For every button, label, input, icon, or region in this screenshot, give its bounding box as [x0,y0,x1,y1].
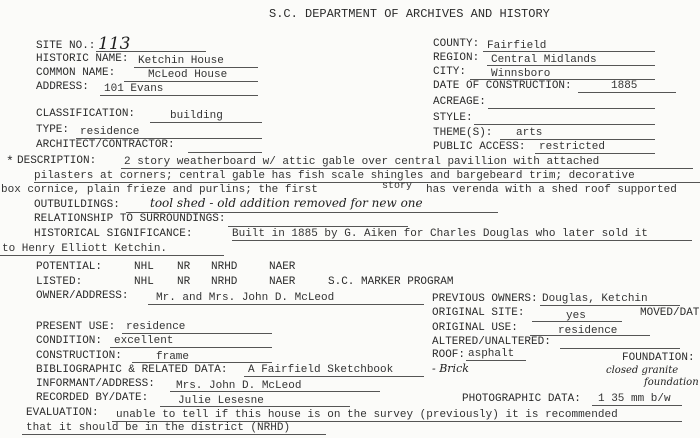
evaluation-label: EVALUATION: [26,407,99,419]
description-line-3b: has verenda with a shed roof supported [426,184,677,196]
photographic-label: PHOTOGRAPHIC DATA: [462,393,581,405]
bibliographic-value: A Fairfield Sketchbook [248,364,394,376]
site-no-value: 113 [98,34,131,54]
themes-label: THEME(S): [433,127,493,139]
description-marker: * [6,154,14,169]
potential-nrhd: NRHD [211,261,238,273]
type-value: residence [80,126,140,138]
foundation-note-1: closed granite [606,365,679,376]
original-use-label: ORIGINAL USE: [432,322,518,334]
potential-nr: NR [177,261,191,273]
previous-owners-label: PREVIOUS OWNERS: [432,293,538,305]
historic-name-value: Ketchin House [138,55,224,67]
roof-label: ROOF: [432,349,466,361]
potential-naer: NAER [269,261,296,273]
potential-nhl: NHL [134,261,154,273]
roof-note: - Brick [432,362,469,375]
foundation-label: FOUNDATION: [622,352,695,364]
region-value: Central Midlands [491,54,597,66]
public-access-label: PUBLIC ACCESS: [433,141,526,153]
moved-date-label: MOVED/DAT [640,307,700,319]
description-line-3a: box cornice, plain frieze and purlins; the first [1,184,318,196]
bibliographic-label: BIBLIOGRAPHIC & RELATED DATA: [36,364,228,376]
description-label: DESCRIPTION: [17,155,97,167]
common-name-value: McLeod House [148,69,228,81]
city-label: CITY: [433,66,467,78]
foundation-note-2: foundation [644,377,699,388]
acreage-label: ACREAGE: [433,96,486,108]
altered-label: ALTERED/UNALTERED: [432,336,551,348]
original-use-value: residence [558,325,618,337]
condition-value: excellent [114,335,174,347]
classification-label: CLASSIFICATION: [36,108,136,120]
description-line-2: pilasters at corners; central gable has fish scale shingles and bargebeard trim; decorative [34,170,635,182]
roof-value: asphalt [468,348,515,360]
listed-nrhd: NRHD [211,276,238,288]
date-of-construction-value: 1885 [611,80,638,92]
type-label: TYPE: [36,124,70,136]
owner-value: Mr. and Mrs. John D. McLeod [156,292,335,304]
evaluation-line-2: that it should be in the district (NRHD) [26,422,291,434]
recorded-by-label: RECORDED BY/DATE: [36,392,149,404]
evaluation-line-1: unable to tell if this house is on the survey (previously) it is recommended [116,409,618,421]
architect-label: ARCHITECT/CONTRACTOR: [36,139,175,151]
site-no-label: SITE NO.: [36,40,96,52]
present-use-value: residence [126,321,186,333]
description-line-1: 2 story weatherboard w/ attic gable over central pavillion with attached [124,156,600,168]
present-use-label: PRESENT USE: [36,321,116,333]
classification-value: building [170,110,223,122]
listed-nhl: NHL [134,276,154,288]
condition-label: CONDITION: [36,335,103,347]
form-title: S.C. DEPARTMENT OF ARCHIVES AND HISTORY [269,7,550,21]
common-name-label: COMMON NAME: [36,67,116,79]
relationship-label: RELATIONSHIP TO SURROUNDINGS: [34,213,226,225]
marker-program: S.C. MARKER PROGRAM [328,276,454,288]
informant-label: INFORMANT/ADDRESS: [36,378,155,390]
public-access-value: restricted [539,141,606,153]
informant-value: Mrs. John D. McLeod [176,380,302,392]
historic-name-label: HISTORIC NAME: [36,53,129,65]
style-label: STYLE: [433,112,473,124]
address-value: 101 Evans [104,83,164,95]
address-label: ADDRESS: [36,81,89,93]
themes-value: arts [516,127,543,139]
original-site-value: yes [566,310,586,322]
significance-line-1: Built in 1885 by G. Aiken for Charles Douglas who later sold it [232,228,648,240]
significance-line-2: to Henry Elliott Ketchin. [2,243,168,255]
region-label: REGION: [433,52,480,64]
outbuildings-label: OUTBUILDINGS: [34,199,120,211]
original-site-label: ORIGINAL SITE: [432,307,525,319]
previous-owners-value: Douglas, Ketchin [542,293,648,305]
construction-label: CONSTRUCTION: [36,350,122,362]
photographic-value: 1 35 mm b/w [598,393,671,405]
outbuildings-value: tool shed - old addition removed for new one [150,196,423,210]
listed-nr: NR [177,276,191,288]
potential-label: POTENTIAL: [36,261,103,273]
significance-label: HISTORICAL SIGNIFICANCE: [34,228,193,240]
owner-label: OWNER/ADDRESS: [36,290,129,302]
county-label: COUNTY: [433,38,480,50]
listed-label: LISTED: [36,276,83,288]
county-value: Fairfield [487,40,547,52]
listed-naer: NAER [269,276,296,288]
recorded-by-value: Julie Lesesne [178,395,264,407]
description-insert: story [382,181,413,192]
date-of-construction-label: DATE OF CONSTRUCTION: [433,80,572,92]
city-value: Winnsboro [491,68,551,80]
construction-value: frame [156,351,190,363]
